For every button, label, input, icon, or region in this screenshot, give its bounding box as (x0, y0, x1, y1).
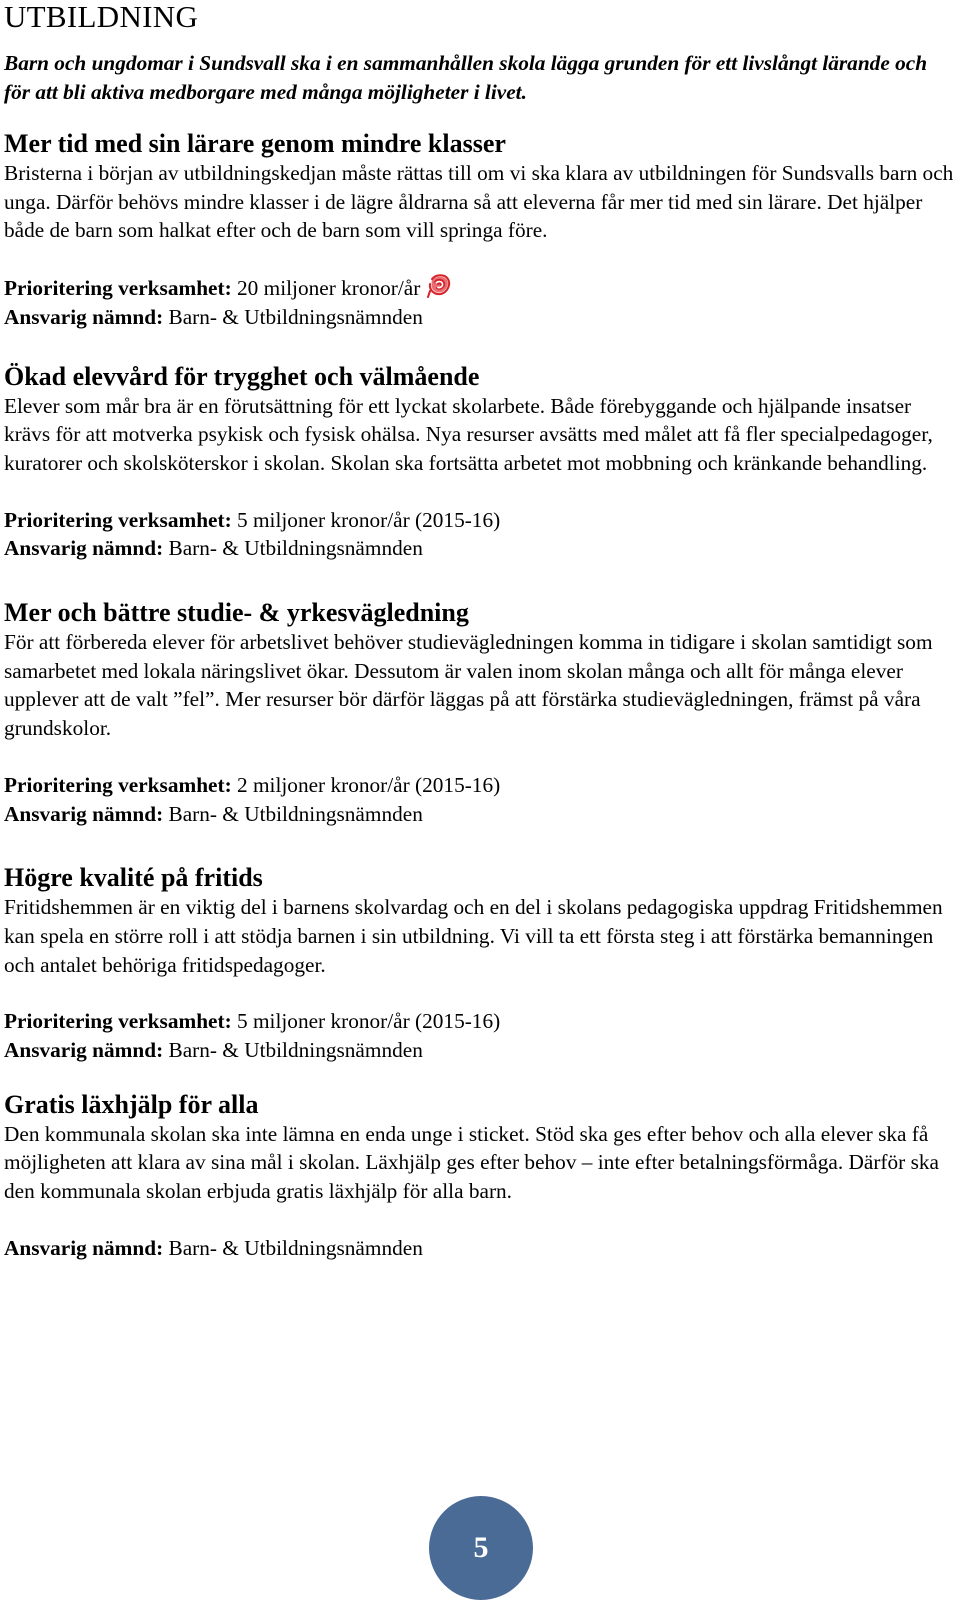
section-heading: Mer tid med sin lärare genom mindre klasser (4, 129, 506, 158)
priority-line (4, 506, 954, 535)
board-line (4, 800, 954, 829)
board-line (4, 1234, 954, 1263)
board-label: Ansvarig nämnd: (4, 801, 164, 826)
board-label: Ansvarig nämnd: (4, 1038, 164, 1063)
board-value: Barn- & Utbildningsnämnden (163, 1038, 423, 1063)
section-heading: Mer och bättre studie- & yrkesvägledning (4, 598, 469, 628)
section-body: Bristerna i början av utbildningskedjan måste rättas till om vi ska klara av utbildningen för Sundsvalls barn och unga. Därför behövs mindre klasser i de lägre åldrarna så att eleverna får mer tid med sin lärare. Det hjälper både de barn som halkat efter och de barn som vill springa före. (4, 161, 954, 243)
section-smaller-classes (4, 129, 954, 332)
priority-value: 5 miljoner kronor/år (2015-16) (231, 1009, 501, 1034)
board-line (4, 534, 954, 563)
board-line (4, 1036, 954, 1065)
section-heading: Ökad elevvård för trygghet och välmående (4, 361, 480, 391)
section-homework-help (4, 1090, 954, 1263)
board-label: Ansvarig nämnd: (4, 304, 164, 329)
section-body: Elever som mår bra är en förutsättning för ett lyckat skolarbete. Både förebyggande och hjälpande insatser krävs för att motverka psykisk och fysisk ohälsa. Nya resurser avsätts med målet att få fler specialpedagoger, kuratorer och skolsköterskor i skolan. Skolan ska fortsätta arbetet mot mobbning och kränkande behandling. (4, 393, 933, 475)
section-heading: Högre kvalité på fritids (4, 863, 263, 893)
rose-icon (426, 273, 452, 299)
board-value: Barn- & Utbildningsnämnden (163, 801, 423, 826)
priority-label: Prioritering verksamhet: (4, 276, 232, 301)
board-value: Barn- & Utbildningsnämnden (163, 536, 423, 561)
section-heading: Gratis läxhjälp för alla (4, 1089, 259, 1119)
board-label: Ansvarig nämnd: (4, 536, 164, 561)
intro-text: Barn och ungdomar i Sundsvall ska i en sammanhållen skola lägga grunden för ett livslångt lärande och för att bli aktiva medborgare med många möjligheter i livet. (4, 51, 928, 104)
section-career-guidance (4, 598, 954, 828)
board-value: Barn- & Utbildningsnämnden (163, 1235, 423, 1260)
document-title: UTBILDNING (4, 0, 199, 34)
priority-line (4, 771, 954, 800)
section-after-school (4, 863, 954, 1065)
priority-label: Prioritering verksamhet: (4, 772, 232, 797)
priority-line (4, 273, 954, 303)
priority-line (4, 1007, 954, 1036)
board-line (4, 303, 954, 332)
priority-label: Prioritering verksamhet: (4, 1009, 232, 1034)
board-label: Ansvarig nämnd: (4, 1235, 164, 1260)
section-body: Den kommunala skolan ska inte lämna en enda unge i sticket. Stöd ska ges efter behov och alla elever ska få möjligheten att klara av sina mål i skolan. Läxhjälp ges efter behov – inte efter betalningsförmåga. Därför ska den kommunala skolan erbjuda gratis läxhjälp för alla barn. (4, 1121, 939, 1204)
priority-value: 20 miljoner kronor/år (231, 276, 421, 301)
section-body: Fritidshemmen är en viktig del i barnens skolvardag och en del i skolans pedagogiska uppdrag Fritidshemmen kan spela en större roll i att stödja barnen i sin utbildning. Vi vill ta ett första steg i att förstärka bemanningen och antalet behöriga fritidspedagoger. (4, 895, 943, 977)
priority-value: 5 miljoner kronor/år (2015-16) (231, 507, 501, 532)
board-value: Barn- & Utbildningsnämnden (163, 304, 423, 329)
priority-value: 2 miljoner kronor/år (2015-16) (231, 772, 501, 797)
section-student-health (4, 362, 954, 564)
page-number-badge: 5 (429, 1496, 533, 1600)
section-body: För att förbereda elever för arbetslivet behöver studievägledningen komma in tidigare i skolan samtidigt som samarbetet med lokala näringslivet ökar. Dessutom är valen inom skolan många och allt för många elever upplever att de valt ”fel”. Mer resurser bör därför läggas på att förstärka studievägledningen, främst på våra grundskolor. (4, 630, 933, 741)
priority-label: Prioritering verksamhet: (4, 507, 232, 532)
document-page (4, 0, 954, 1263)
